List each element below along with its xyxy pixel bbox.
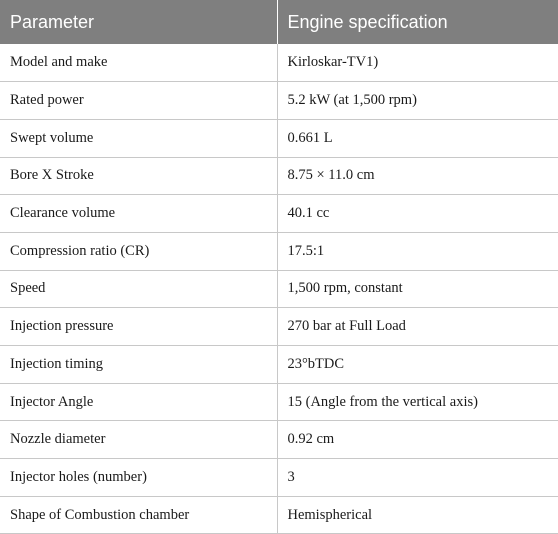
table-row xyxy=(0,459,558,497)
table-row xyxy=(0,383,558,421)
value-cell: 0.661 L xyxy=(277,119,558,157)
value-cell: 23°bTDC xyxy=(277,346,558,384)
parameter-cell: Bore X Stroke xyxy=(0,157,277,195)
header-row xyxy=(0,0,558,44)
table-row xyxy=(0,44,558,82)
table-row xyxy=(0,157,558,195)
value-cell: Kirloskar-TV1) xyxy=(277,44,558,82)
parameter-cell: Rated power xyxy=(0,82,277,120)
parameter-cell: Nozzle diameter xyxy=(0,421,277,459)
value-cell: 15 (Angle from the vertical axis) xyxy=(277,383,558,421)
header-engine-specification: Engine specification xyxy=(277,0,558,44)
table-header xyxy=(0,0,558,44)
table-row xyxy=(0,82,558,120)
value-cell: 0.92 cm xyxy=(277,421,558,459)
parameter-cell: Injection timing xyxy=(0,346,277,384)
table-row xyxy=(0,119,558,157)
value-cell: 17.5:1 xyxy=(277,232,558,270)
parameter-cell: Injection pressure xyxy=(0,308,277,346)
table-row xyxy=(0,232,558,270)
parameter-cell: Injector Angle xyxy=(0,383,277,421)
table-row xyxy=(0,346,558,384)
parameter-cell: Speed xyxy=(0,270,277,308)
parameter-cell: Injector holes (number) xyxy=(0,459,277,497)
table-row xyxy=(0,421,558,459)
table-row xyxy=(0,195,558,233)
table-row xyxy=(0,308,558,346)
parameter-cell: Shape of Combustion chamber xyxy=(0,496,277,534)
value-cell: 3 xyxy=(277,459,558,497)
table-body xyxy=(0,44,558,534)
value-cell: 270 bar at Full Load xyxy=(277,308,558,346)
value-cell: 1,500 rpm, constant xyxy=(277,270,558,308)
value-cell: Hemispherical xyxy=(277,496,558,534)
value-cell: 5.2 kW (at 1,500 rpm) xyxy=(277,82,558,120)
parameter-cell: Model and make xyxy=(0,44,277,82)
parameter-cell: Compression ratio (CR) xyxy=(0,232,277,270)
value-cell: 40.1 cc xyxy=(277,195,558,233)
table-row xyxy=(0,270,558,308)
header-parameter: Parameter xyxy=(0,0,277,44)
parameter-cell: Clearance volume xyxy=(0,195,277,233)
value-cell: 8.75 × 11.0 cm xyxy=(277,157,558,195)
parameter-cell: Swept volume xyxy=(0,119,277,157)
table-row xyxy=(0,496,558,534)
